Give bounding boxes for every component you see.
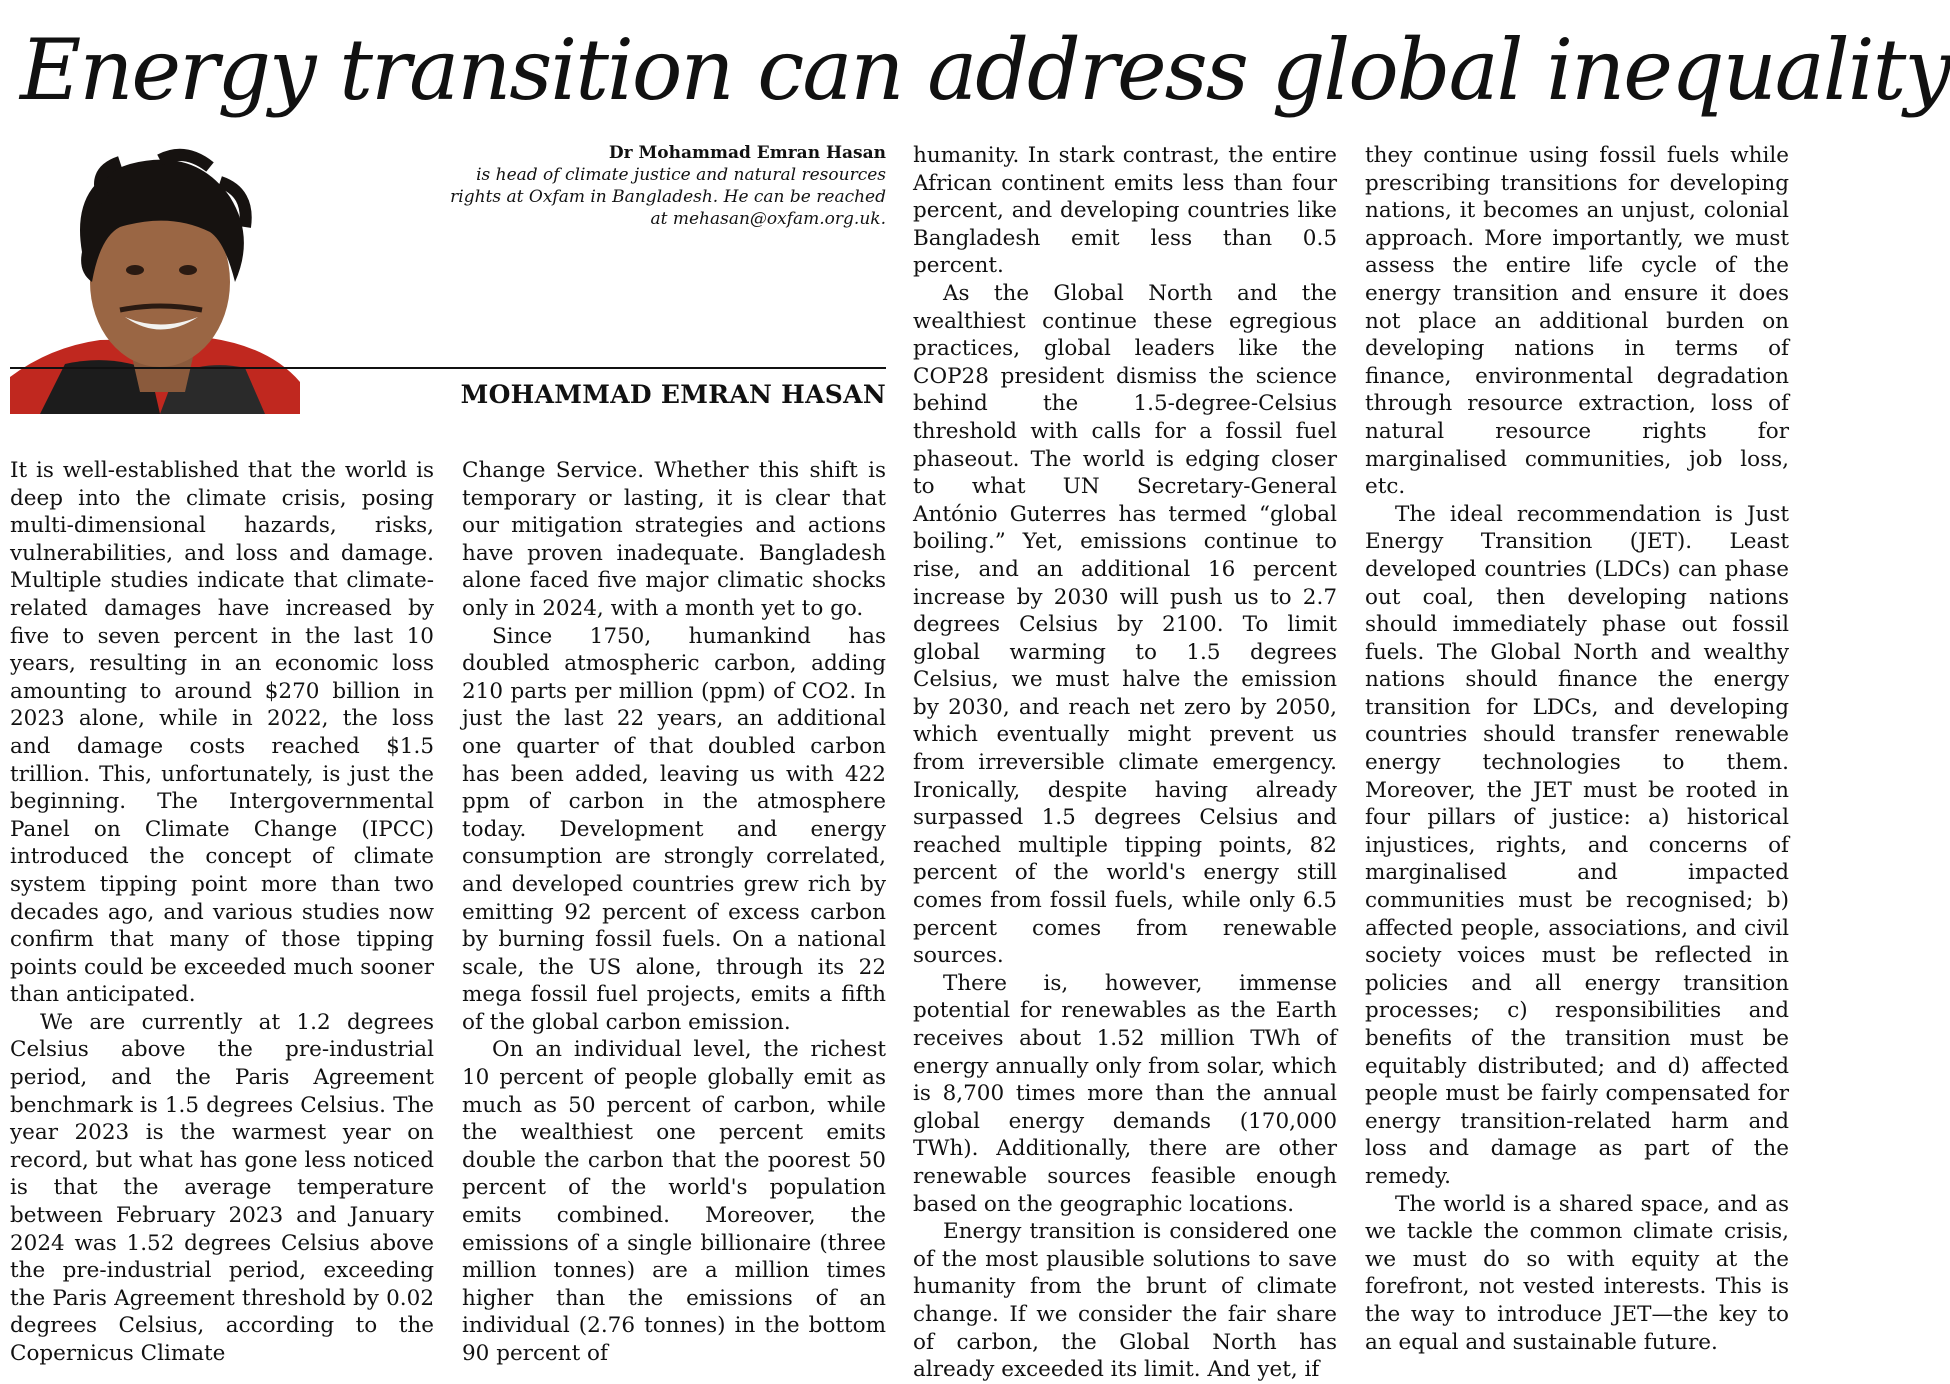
article-column-3 <box>913 142 1337 1383</box>
paragraph: The ideal recommendation is Just Energy Transition (JET). Least developed countries (LDCs) can phase out coal, then developing nations should immediately phase out fossil fuels. The Global North and wealthy nations should finance the energy transition for LDCs, and developing countries should transfer renewable energy technologies to them. Moreover, the JET must be rooted in four pillars of justice: a) historical injustices, rights, and concerns of marginalised and impacted communities must be recognised; b) affected people, associations, and civil society voices must be reflected in policies and all energy transition processes; c) responsibilities and benefits of the transition must be equitably distributed; and d) affected people must be fairly compensated for energy transition-related harm and loss and damage as part of the remedy. <box>1365 501 1789 1189</box>
paragraph: It is well-established that the world is deep into the climate crisis, posing multi-dimensional hazards, risks, vulnerabilities, and loss and damage. Multiple studies indicate that climate-related damages have increased by five to seven percent in the last 10 years, resulting in an economic loss amounting to around $270 billion in 2023 alone, while in 2022, the loss and damage costs reached $1.5 trillion. This, unfortunately, is just the beginning. The Intergovernmental Panel on Climate Change (IPCC) introduced the concept of climate system tipping point more than two decades ago, and various studies now confirm that many of those tipping points could be exceeded much sooner than anticipated. <box>10 458 434 1008</box>
author-photo <box>10 142 300 414</box>
author-info <box>430 142 886 230</box>
byline-rule <box>10 367 886 369</box>
paragraph: On an individual level, the richest 10 percent of people globally emit as much as 50 percent of carbon, while the wealthiest one percent emits double the carbon that the poorest 50 percent of the world's population emits combined. Moreover, the emissions of a single billionaire (three million tonnes) are a million times higher than the emissions of an individual (2.76 tonnes) in the bottom 90 percent of <box>462 1037 886 1366</box>
paragraph: Energy transition is considered one of the most plausible solutions to save humanity from the brunt of climate change. If we consider the fair share of carbon, the Global North has already exceeded its limit. And yet, if <box>913 1219 1337 1383</box>
paragraph: humanity. In stark contrast, the entire African continent emits less than four percent, and developing countries like Bangladesh emit less than 0.5 percent. <box>913 143 1337 279</box>
paragraph: There is, however, immense potential for renewables as the Earth receives about 1.52 million TWh of energy annually only from solar, which is 8,700 times more than the annual global energy demands (170,000 TWh). Additionally, there are other renewable sources feasible enough based on the geographic locations. <box>913 970 1337 1217</box>
article-column-4 <box>1365 142 1789 1355</box>
headline: Energy transition can address global inequality <box>20 21 1950 119</box>
article-column-1 <box>10 457 434 1366</box>
author-bio: is head of climate justice and natural resources rights at Oxfam in Bangladesh. He can be reached at mehasan@oxfam.org.uk. <box>450 165 886 229</box>
article-column-2 <box>462 457 886 1366</box>
byline: MOHAMMAD EMRAN HASAN <box>460 380 886 409</box>
paragraph: We are currently at 1.2 degrees Celsius above the pre-industrial period, and the Paris Agreement benchmark is 1.5 degrees Celsius. The year 2023 is the warmest year on record, but what has gone less noticed is that the average temperature between February 2023 and January 2024 was 1.52 degrees Celsius above the pre-industrial period, exceeding the Paris Agreement threshold by 0.02 degrees Celsius, according to the Copernicus Climate <box>10 1009 434 1366</box>
paragraph: they continue using fossil fuels while prescribing transitions for developing nations, it becomes an unjust, colonial approach. More importantly, we must assess the entire life cycle of the energy transition and ensure it does not place an additional burden on developing nations in terms of finance, environmental degradation through resource extraction, loss of natural resource rights for marginalised communities, job loss, etc. <box>1365 143 1789 500</box>
paragraph: Change Service. Whether this shift is temporary or lasting, it is clear that our mitigation strategies and actions have proven inadequate. Bangladesh alone faced five major climatic shocks only in 2024, with a month yet to go. <box>462 458 886 621</box>
paragraph: As the Global North and the wealthiest continue these egregious practices, global leaders like the COP28 president dismiss the science behind the 1.5-degree-Celsius threshold with calls for a fossil fuel phaseout. The world is edging closer to what UN Secretary-General António Guterres has termed “global boiling.” Yet, emissions continue to rise, and an additional 16 percent increase by 2030 will push us to 2.7 degrees Celsius by 2100. To limit global warming to 1.5 degrees Celsius, we must halve the emission by 2030, and reach net zero by 2050, which eventually might prevent us from irreversible climate emergency. Ironically, despite having already surpassed 1.5 degrees Celsius and reached multiple tipping points, 82 percent of the world's energy still comes from fossil fuels, while only 6.5 percent comes from renewable sources. <box>913 280 1337 969</box>
author-name: Dr Mohammad Emran Hasan <box>608 143 886 163</box>
paragraph: Since 1750, humankind has doubled atmospheric carbon, adding 210 parts per million (ppm) of CO2. In just the last 22 years, an additional one quarter of that doubled carbon has been added, leaving us with 422 ppm of carbon in the atmosphere today. Development and energy consumption are strongly correlated, and developed countries grew rich by emitting 92 percent of excess carbon by burning fossil fuels. On a national scale, the US alone, through its 22 mega fossil fuel projects, emits a fifth of the global carbon emission. <box>462 623 886 1035</box>
paragraph: The world is a shared space, and as we tackle the common climate crisis, we must do so with equity at the forefront, not vested interests. This is the way to introduce JET—the key to an equal and sustainable future. <box>1365 1191 1789 1355</box>
